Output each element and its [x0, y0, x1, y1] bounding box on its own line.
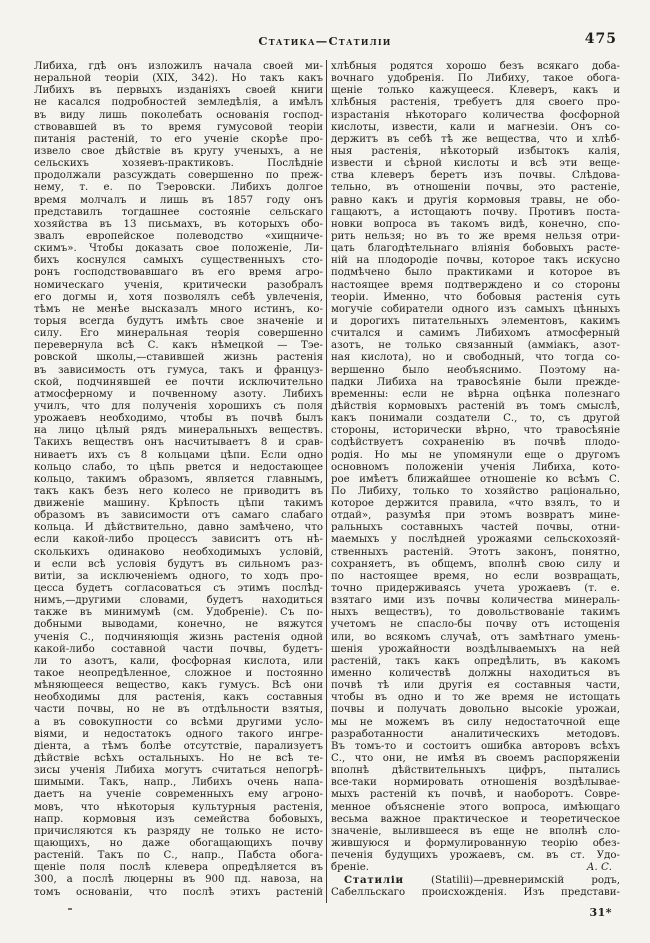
text-line: представилъ тогдашнее состояніе сельскаго [34, 206, 323, 218]
text-line: менное объясненіе этого вопроса, имѣющаго [331, 801, 620, 813]
text-line: ная кислота), но и свободный, что тогда со- [331, 352, 620, 364]
text-line: извести и сѣрной кислоты и всѣ эти веще- [331, 158, 620, 170]
text-line: томъ основаніи, что послѣ этихъ растеній [34, 886, 323, 898]
text-line: основномъ положеніи ученія Либиха, кото- [331, 461, 620, 473]
text-line: діента, а тѣмъ болѣе отсутствіе, парализуетъ [34, 740, 323, 752]
text-line: ральныхъ составныхъ частей почвы, отни- [331, 522, 620, 534]
text-line: добными выводами, конечно, не вяжутся [34, 619, 323, 631]
text-line: мы не можемъ въ силу недостаточной еще [331, 716, 620, 728]
text-line: ровской школы,—ставившей жизнь растенія [34, 352, 323, 364]
text-line: по настоящее время, но если возвращать, [331, 570, 620, 582]
scan-artifact-dash [68, 908, 72, 910]
text-line: почвѣ тѣ или другія ея составныя части, [331, 680, 620, 692]
text-line: содѣйствуетъ сохраненію въ почвѣ плодо- [331, 437, 620, 449]
text-line: Либиха, гдѣ онъ изложилъ начала своей ми- [34, 61, 323, 72]
text-line: образомъ въ зависимости отъ самаго слабаго [34, 510, 323, 522]
right-column-body [331, 61, 620, 862]
text-line: неральной теоріи (XIX, 342). Но такъ какъ [34, 73, 323, 85]
text-line: ниваетъ ихъ съ 8 кольцами цѣпи. Если одно [34, 449, 323, 461]
text-line: необходимы для растенія, какъ составныя [34, 692, 323, 704]
text-line: хозяйства въ 13 письмахъ, въ которыхъ обо- [34, 218, 323, 230]
text-line: кислоты, извести, кали и магнезіи. Онъ со- [331, 121, 620, 133]
left-column [34, 61, 323, 899]
closing-text: бреніе. [331, 862, 369, 874]
text-line: урожаевъ необходимо, чтобы въ почвѣ былъ [34, 413, 323, 425]
text-line: движеніе машину. Крѣпость цѣпи такимъ [34, 498, 323, 510]
text-line: віями, и недостатокъ одного такого ингре- [34, 728, 323, 740]
text-line: училъ, что для полученія хорошихъ съ поля [34, 400, 323, 412]
text-line: весьма важное практическое и теоретическое [331, 813, 620, 825]
text-line: ронъ господствовавшаго въ его время агро- [34, 267, 323, 279]
text-line: и если всѣ условія будутъ въ сильномъ раз- [34, 558, 323, 570]
text-line: вполнѣ дѣйствительныхъ цифръ, пытались [331, 765, 620, 777]
text-line: Либихъ въ первыхъ изданіяхъ своей книги [34, 85, 323, 97]
text-line: Въ томъ-то и состоитъ ошибка авторовъ всѣхъ [331, 740, 620, 752]
text-line: сохраняетъ, въ общемъ, вполнѣ свою силу и [331, 558, 620, 570]
text-line: ства клеверъ беретъ изъ почвы. Слѣдова- [331, 170, 620, 182]
column-divider [326, 60, 327, 903]
text-line: родія. Но мы не упомянули еще о другомъ [331, 449, 620, 461]
text-line: могучіе собиратели одного изъ самыхъ цѣнныхъ [331, 303, 620, 315]
text-line: шимыми. Такъ, напр., Либихъ очень напа- [34, 777, 323, 789]
text-line: причисляются къ разряду не только не исто- [34, 825, 323, 837]
text-line: ныя растенія, нѣкоторый избытокъ калія, [331, 145, 620, 157]
text-line: напр. кормовыя изъ семейства бобовыхъ, [34, 813, 323, 825]
text-line: сельскихъ хозяевъ-практиковъ. Послѣдніе [34, 158, 323, 170]
text-line: гащаютъ, а истощаютъ почву. Противъ поста- [331, 206, 620, 218]
text-line: въ виду лишь поколебать основанія господ- [34, 109, 323, 121]
text-line: кольца. И дѣйствительно, давно замѣчено, что [34, 522, 323, 534]
entry-first-line-rest: (Statilii)—древнеримскій родъ, [403, 875, 620, 887]
text-line: цесса будетъ согласоваться съ этимъ послѣд- [34, 583, 323, 595]
text-line: номическаго ученія, критически разобралъ [34, 279, 323, 291]
text-line: С., что они, не имѣя въ своемъ распоряженіи [331, 753, 620, 765]
text-line: атмосферному и почвенному азоту. Либихъ [34, 388, 323, 400]
text-line: извело свое дѣйствіе въ кругу ученыхъ, а не [34, 145, 323, 157]
text-line: звалъ европейское полеводство «хищниче- [34, 230, 323, 242]
text-line: щеніе только кажущееся. Клеверъ, какъ и [331, 85, 620, 97]
text-line: падки Либиха на травосѣяніе были прежде- [331, 376, 620, 388]
text-line: значеніе, вылившееся въ еще не вполнѣ сло- [331, 825, 620, 837]
text-line: нему, т. е. по Тэеровски. Либихъ долгое [34, 182, 323, 194]
text-line: питанія растеній, то его ученіе скорѣе про- [34, 133, 323, 145]
text-line: настоящее время подтверждено и со стороны [331, 279, 620, 291]
text-line: отдай», разумѣя при этомъ возвратъ мине- [331, 510, 620, 522]
right-column [331, 61, 620, 899]
text-line: взятаго ими изъ почвы количества минераль- [331, 595, 620, 607]
text-line: чтобы въ одно и то же время не истощать [331, 692, 620, 704]
text-line: въ зависимость отъ гумуса, такъ и француз- [34, 364, 323, 376]
text-line: зисы ученія Либиха могутъ считаться непогрѣ- [34, 765, 323, 777]
text-line: временны: если не вѣрна оцѣнка полезнаго [331, 388, 620, 400]
text-line: также въ минимумѣ (см. Удобреніе). Съ по- [34, 607, 323, 619]
text-line: рить нельзя; но въ то же время нельзя отри- [331, 230, 620, 242]
text-line: или, во всякомъ случаѣ, отъ замѣтнаго умень- [331, 631, 620, 643]
text-line: на лицо цѣлый рядъ минеральныхъ веществъ. [34, 425, 323, 437]
text-line: По Либиху, только то хозяйство раціонально, [331, 485, 620, 497]
text-line: бихъ коснулся самыхъ существенныхъ сто- [34, 255, 323, 267]
text-line: печенія будущихъ урожаевъ, см. въ ст. Удо- [331, 850, 620, 862]
text-line: вочнаго удобренія. По Либиху, такое обога- [331, 73, 620, 85]
text-line: ствовавшей въ то время гумусовой теоріи [34, 121, 323, 133]
text-line: нимъ,—другими словами, будетъ находиться [34, 595, 323, 607]
printer-signature-mark: 31* [589, 906, 612, 919]
text-line: все-таки нормировать отношенія воздѣлывае- [331, 777, 620, 789]
text-line: такое неопредѣленное, сложное и постоянно [34, 668, 323, 680]
text-line: азотъ, не только связанный (амміакъ, азот- [331, 340, 620, 352]
text-line: а въ совокупности со всѣми другими усло- [34, 716, 323, 728]
text-line: ній на плодородіе почвы, которое такъ искусно [331, 255, 620, 267]
text-line: время молчалъ и лишь въ 1857 году онъ [34, 194, 323, 206]
text-line: такъ какъ безъ него колесо не приводитъ въ [34, 485, 323, 497]
text-line: хлѣбныя родятся хорошо безъ всякаго доба- [331, 61, 620, 72]
text-line: именно количествѣ должны находиться въ [331, 668, 620, 680]
text-line: разработанности аналитическихъ методовъ. [331, 728, 620, 740]
text-line: шенія урожайности воздѣлываемыхъ на ней [331, 643, 620, 655]
author-signature: А. С. [586, 862, 612, 874]
text-line: израстанія нѣкотораго количества фосфорной [331, 109, 620, 121]
text-line: вершенно было необъяснимо. Поэтому на- [331, 364, 620, 376]
text-line: Такихъ веществъ онъ насчитываетъ 8 и срав- [34, 437, 323, 449]
text-line: не касался подробностей земледѣлія, а имѣлъ [34, 97, 323, 109]
text-line: тельно, въ отношеніи почвы, это растеніе, [331, 182, 620, 194]
text-line: мѣняющееся вещество, какъ гумусъ. Всѣ они [34, 680, 323, 692]
text-line: цать благодѣтельнаго вліянія бобовыхъ расте- [331, 243, 620, 255]
text-line: ской, подчинявшей ее почти исключительно [34, 376, 323, 388]
text-line: ныхъ веществъ), то довольствованіе такимъ [331, 607, 620, 619]
entry-statilii-second-line: Сабелльскаго происхожденія. Изъ представи- [331, 886, 620, 898]
text-line: почвы и получать довольно высокіе урожаи, [331, 704, 620, 716]
text-line: ученія С., подчиняющія жизнь растенія одной [34, 631, 323, 643]
text-line: ли то азотъ, кали, фосфорная кислота, или [34, 655, 323, 667]
text-line: и дорогихъ питательныхъ элементовъ, какимъ [331, 315, 620, 327]
text-line: стороны, исторически вѣрно, что травосѣяніе [331, 425, 620, 437]
text-line: силу. Его минеральная теорія совершенно [34, 328, 323, 340]
text-line: мыхъ растеній къ почвѣ, и наоборотъ. Совре- [331, 789, 620, 801]
text-line: маемыхъ у послѣдней урожаями сельскохозяй- [331, 534, 620, 546]
article-closing-line [331, 862, 620, 874]
text-line: щающихъ, но даже обогащающихъ почву [34, 838, 323, 849]
text-line: считался и самимъ Либихомъ атмосферный [331, 328, 620, 340]
text-line: щеніе поля послѣ клевера опредѣляется въ [34, 862, 323, 874]
text-line: дѣйствія кормовыхъ растеній въ томъ смыслѣ, [331, 400, 620, 412]
entry-headword: Статиліи [344, 874, 404, 887]
text-line: жившуюся и формулированную теорію обез- [331, 838, 620, 849]
page-number: 475 [584, 31, 617, 47]
text-line: если какой-либо процессъ зависитъ отъ нѣ- [34, 534, 323, 546]
text-line: продолжали разсуждать совершенно по преж- [34, 170, 323, 182]
text-line: какой-либо составной части почвы, будетъ- [34, 643, 323, 655]
text-line: кольцо слабо, то цѣпь рвется и недостающее [34, 461, 323, 473]
text-line: его догмы и, хотя позволялъ себѣ увлеченія, [34, 291, 323, 303]
text-line: перевернула всѣ С. какъ нѣмецкой — Тэе- [34, 340, 323, 352]
text-line: торыя всегда будутъ имѣть свое значеніе и [34, 315, 323, 327]
text-line: тѣмъ не менѣе высказалъ много истинъ, ко- [34, 303, 323, 315]
text-line: скимъ». Чтобы доказать свое положеніе, Ли- [34, 243, 323, 255]
text-line: кольцо, такимъ образомъ, является главнымъ, [34, 473, 323, 485]
entry-statilii-first-line [331, 874, 620, 886]
text-line: новки вопроса въ такомъ видѣ, конечно, спо- [331, 218, 620, 230]
text-line: точно придерживаясь учета урожаевъ (т. е. [331, 583, 620, 595]
text-line: держитъ въ себѣ тѣ же вещества, что и хлѣб- [331, 133, 620, 145]
text-line: учетомъ не спасло-бы почву отъ истощенія [331, 619, 620, 631]
text-line: части почвы, но не въ отдѣльности взятыя, [34, 704, 323, 716]
text-line: растеній. Такъ по С., напр., Пабста обога- [34, 850, 323, 862]
text-line: даетъ на ученіе современныхъ ему агроно- [34, 789, 323, 801]
text-line: какъ понимали создатели С., то, съ другой [331, 413, 620, 425]
running-head: Статика—Статиліи [258, 34, 392, 48]
text-line: дѣйствіе всѣхъ остальныхъ. Но не всѣ те- [34, 753, 323, 765]
text-line: подмѣчено было практиками и которое въ [331, 267, 620, 279]
text-line: теоріи. Именно, что бобовыя растенія суть [331, 291, 620, 303]
text-line: растеній, такъ какъ опредѣлить, въ какомъ [331, 655, 620, 667]
text-line: которое держится правила, «что взялъ, то и [331, 498, 620, 510]
text-line: ственныхъ растеній. Этотъ законъ, понятно, [331, 546, 620, 558]
text-line: равно какъ и другія кормовыя травы, не обо- [331, 194, 620, 206]
text-line: рое имѣетъ ближайшее отношеніе ко всѣмъ С. [331, 473, 620, 485]
text-line: хлѣбныя растенія, требуетъ для своего про- [331, 97, 620, 109]
text-line: витіи, за исключеніемъ одного, то ходъ про- [34, 570, 323, 582]
text-line: сколькихъ одинаково необходимыхъ условій, [34, 546, 323, 558]
text-line: мовъ, что нѣкоторыя культурныя растенія, [34, 801, 323, 813]
text-line: 300, а послѣ люцерны въ 900 пд. навоза, на [34, 874, 323, 886]
